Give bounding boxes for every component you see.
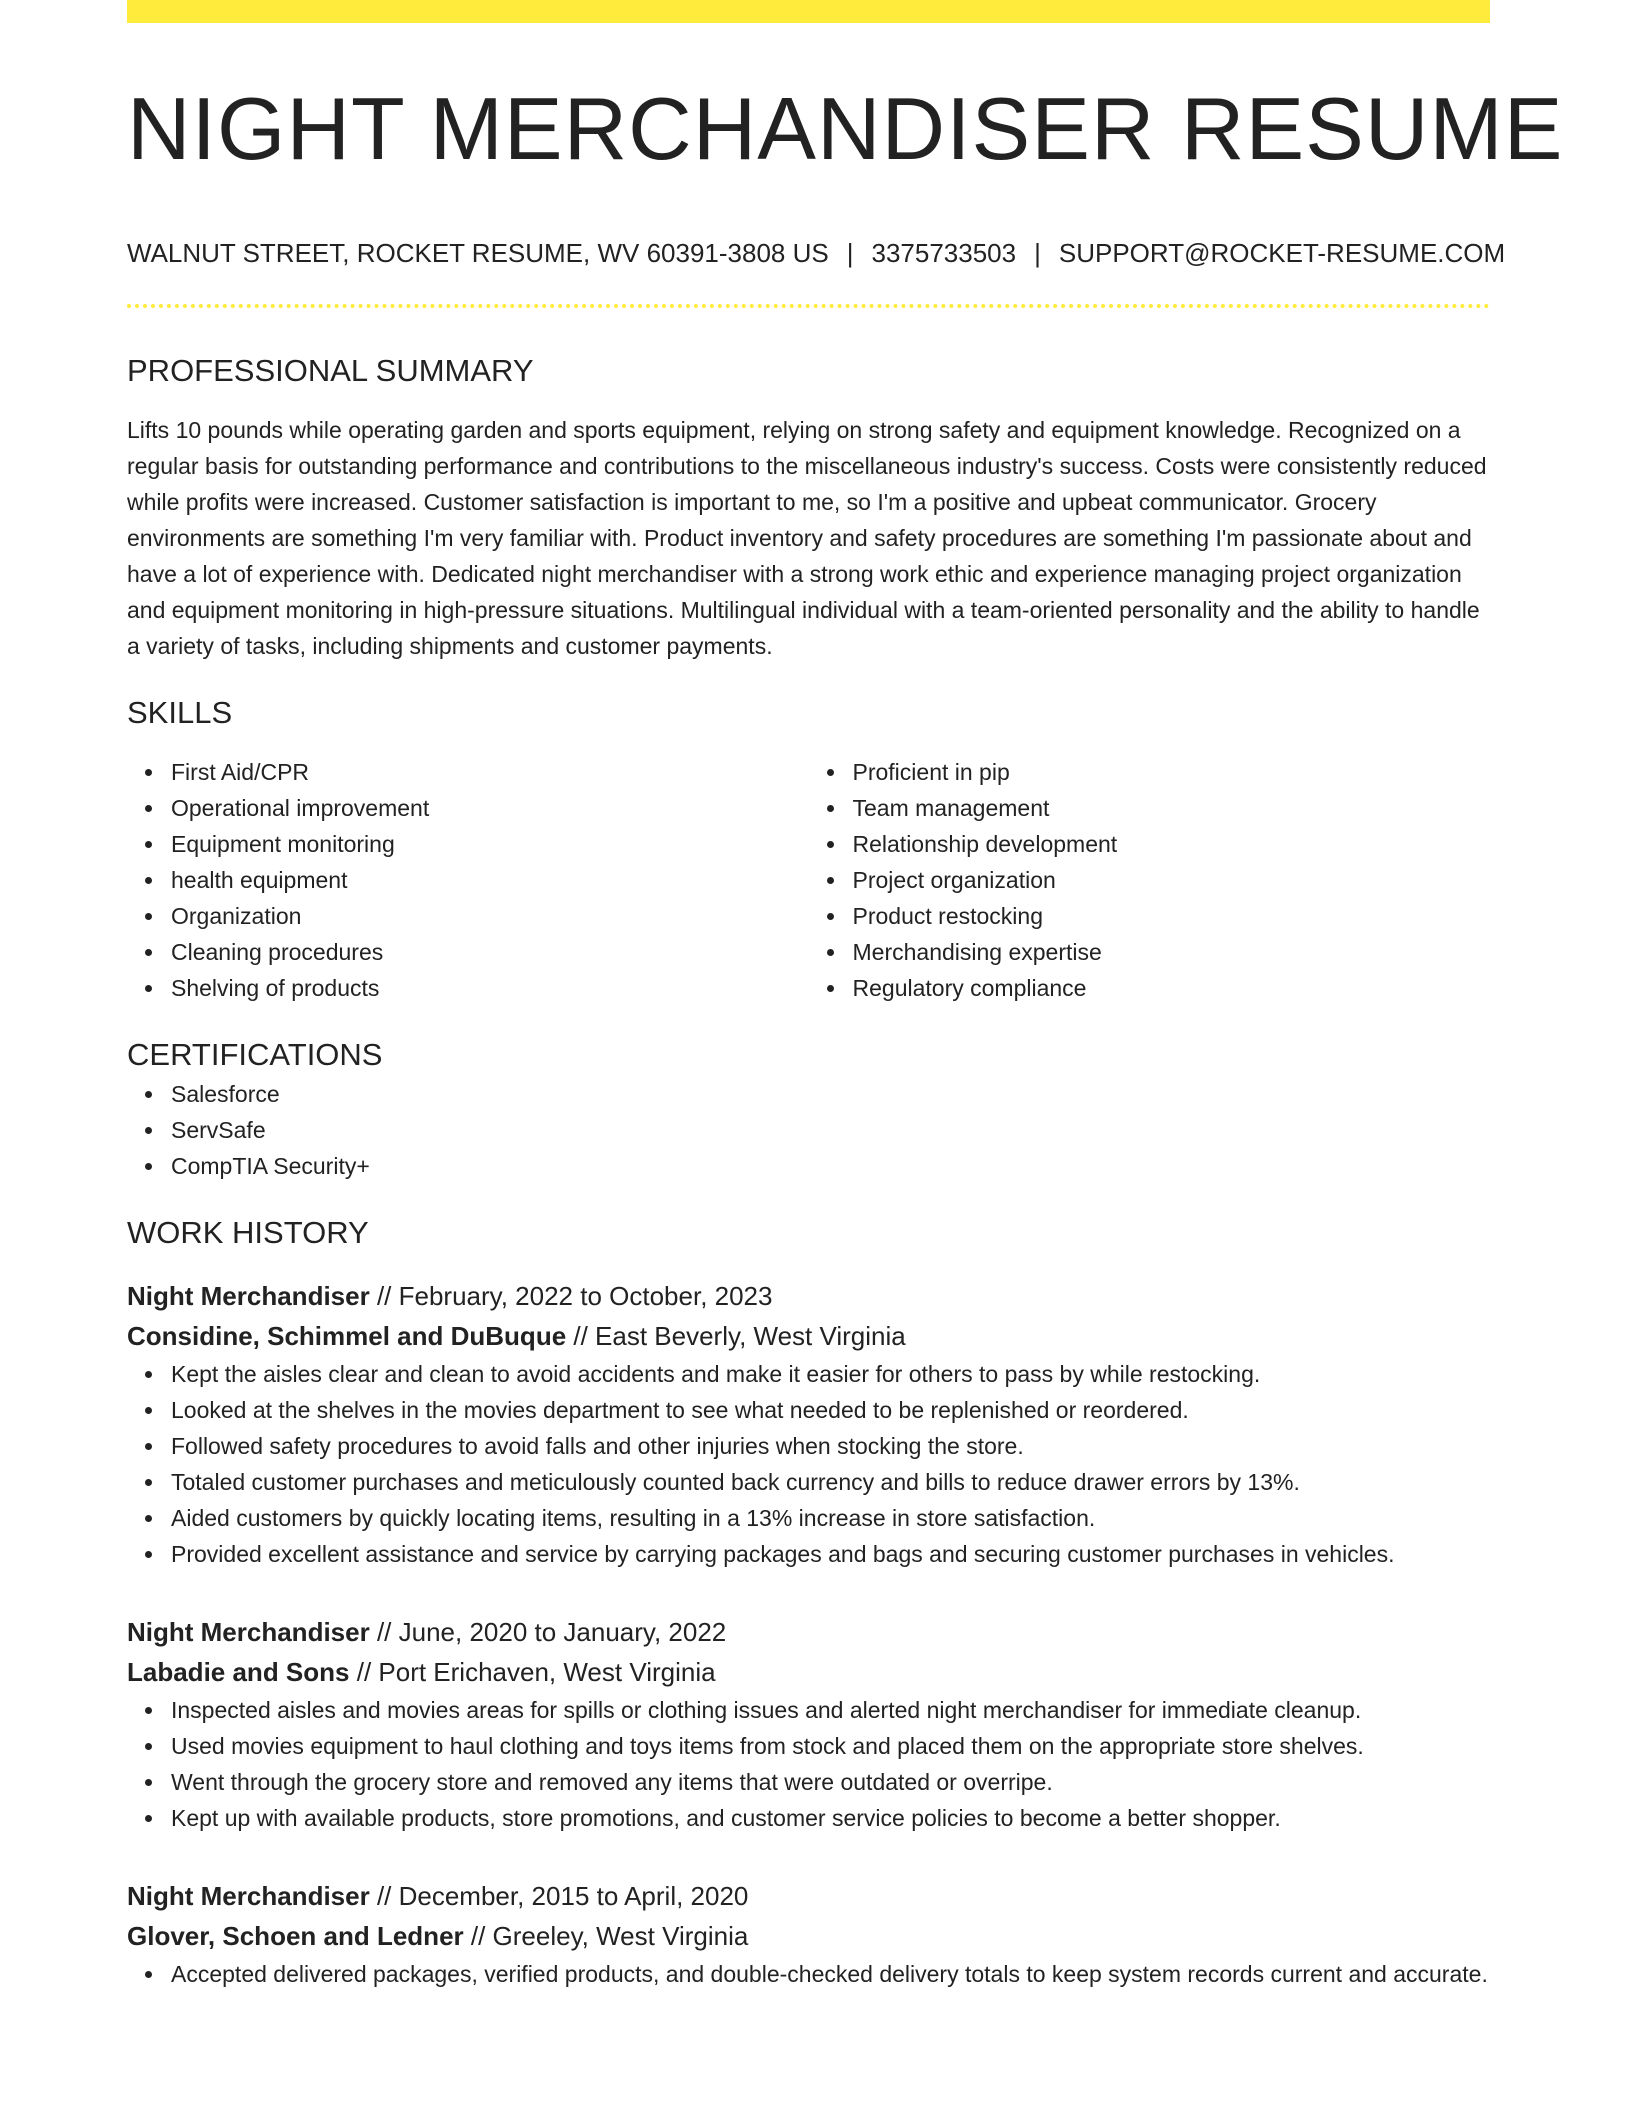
job-dates: // December, 2015 to April, 2020 [369, 1881, 749, 1911]
job-entry [127, 1276, 1490, 1572]
skill-item: Team management [853, 790, 1491, 826]
job-company-line [127, 1652, 1490, 1692]
resume-body [127, 350, 1490, 1992]
job-dates: // February, 2022 to October, 2023 [369, 1281, 773, 1311]
certification-item: ServSafe [171, 1112, 1490, 1148]
job-entry [127, 1876, 1490, 1992]
skills-column-right [809, 754, 1491, 1006]
skill-item: Merchandising expertise [853, 934, 1491, 970]
job-duties-list [127, 1956, 1490, 1992]
job-duty-item: Looked at the shelves in the movies department to see what needed to be replenished or reordered. [171, 1392, 1490, 1428]
job-role-line [127, 1276, 1490, 1316]
job-role: Night Merchandiser [127, 1281, 370, 1311]
certifications-heading: CERTIFICATIONS [127, 1037, 383, 1072]
skill-item: First Aid/CPR [171, 754, 809, 790]
job-location: // East Beverly, West Virginia [566, 1321, 906, 1351]
certification-item: CompTIA Security+ [171, 1148, 1490, 1184]
skills-list-left [127, 754, 809, 1006]
job-location: // Port Erichaven, West Virginia [349, 1657, 716, 1687]
contact-separator: | [1034, 238, 1041, 268]
job-duty-item: Totaled customer purchases and meticulously counted back currency and bills to reduce drawer errors by 13%. [171, 1464, 1490, 1500]
job-duty-item: Kept up with available products, store promotions, and customer service policies to become a better shopper. [171, 1800, 1490, 1836]
contact-address: WALNUT STREET, ROCKET RESUME, WV 60391-3808 US [127, 238, 829, 268]
job-duty-item: Provided excellent assistance and service by carrying packages and bags and securing customer purchases in vehicles. [171, 1536, 1490, 1572]
contact-info [127, 236, 1506, 270]
job-duty-item: Inspected aisles and movies areas for spills or clothing issues and alerted night merchandiser for immediate cleanup. [171, 1692, 1490, 1728]
summary-heading: PROFESSIONAL SUMMARY [127, 353, 534, 388]
job-duties-list [127, 1356, 1490, 1572]
skill-item: Shelving of products [171, 970, 809, 1006]
job-role: Night Merchandiser [127, 1617, 370, 1647]
skill-item: Proficient in pip [853, 754, 1491, 790]
header-divider [127, 304, 1490, 308]
skills-grid [127, 754, 1490, 1006]
job-role: Night Merchandiser [127, 1881, 370, 1911]
certifications-list [127, 1076, 1490, 1184]
job-company-line [127, 1916, 1490, 1956]
job-duty-item: Went through the grocery store and removed any items that were outdated or overripe. [171, 1764, 1490, 1800]
skills-column-left [127, 754, 809, 1006]
skill-item: Equipment monitoring [171, 826, 809, 862]
skill-item: Product restocking [853, 898, 1491, 934]
job-company: Considine, Schimmel and DuBuque [127, 1321, 567, 1351]
job-duty-item: Kept the aisles clear and clean to avoid accidents and make it easier for others to pass by while restocking. [171, 1356, 1490, 1392]
skill-item: Organization [171, 898, 809, 934]
resume-title: NIGHT MERCHANDISER RESUME [127, 79, 1564, 178]
skill-item: health equipment [171, 862, 809, 898]
skill-item: Relationship development [853, 826, 1491, 862]
job-company: Glover, Schoen and Ledner [127, 1921, 464, 1951]
contact-email: SUPPORT@ROCKET-RESUME.COM [1058, 238, 1506, 268]
job-duty-item: Accepted delivered packages, verified products, and double-checked delivery totals to keep system records current and accurate. [171, 1956, 1490, 1992]
job-duty-item: Aided customers by quickly locating items, resulting in a 13% increase in store satisfaction. [171, 1500, 1490, 1536]
summary-text: Lifts 10 pounds while operating garden and sports equipment, relying on strong safety and equipment knowledge. Recognized on a regular basis for outstanding performance and contributions to the miscellaneous industry's success. Costs were consistently reduced while profits were increased. Customer satisfaction is important to me, so I'm a positive and upbeat communicator. Grocery environments are something I'm very familiar with. Product inventory and safety procedures are something I'm passionate about and have a lot of experience with. Dedicated night merchandiser with a strong work ethic and experience managing project organization and equipment monitoring in high-pressure situations. Multilingual individual with a team-oriented personality and the ability to handle a variety of tasks, including shipments and customer payments. [127, 417, 1487, 659]
job-duties-list [127, 1692, 1490, 1836]
work-history-heading: WORK HISTORY [127, 1215, 369, 1250]
job-role-line [127, 1612, 1490, 1652]
skill-item: Cleaning procedures [171, 934, 809, 970]
job-entry [127, 1612, 1490, 1836]
job-duty-item: Used movies equipment to haul clothing and toys items from stock and placed them on the appropriate store shelves. [171, 1728, 1490, 1764]
accent-top-bar [127, 0, 1490, 23]
job-role-line [127, 1876, 1490, 1916]
job-company-line [127, 1316, 1490, 1356]
job-company: Labadie and Sons [127, 1657, 350, 1687]
work-history-list [127, 1276, 1490, 1992]
skills-list-right [809, 754, 1491, 1006]
skill-item: Operational improvement [171, 790, 809, 826]
contact-separator: | [846, 238, 854, 268]
contact-phone: 3375733503 [871, 238, 1017, 268]
job-duty-item: Followed safety procedures to avoid falls and other injuries when stocking the store. [171, 1428, 1490, 1464]
skill-item: Regulatory compliance [853, 970, 1491, 1006]
job-dates: // June, 2020 to January, 2022 [369, 1617, 727, 1647]
certification-item: Salesforce [171, 1076, 1490, 1112]
skill-item: Project organization [853, 862, 1491, 898]
job-location: // Greeley, West Virginia [463, 1921, 749, 1951]
skills-heading: SKILLS [127, 695, 233, 730]
